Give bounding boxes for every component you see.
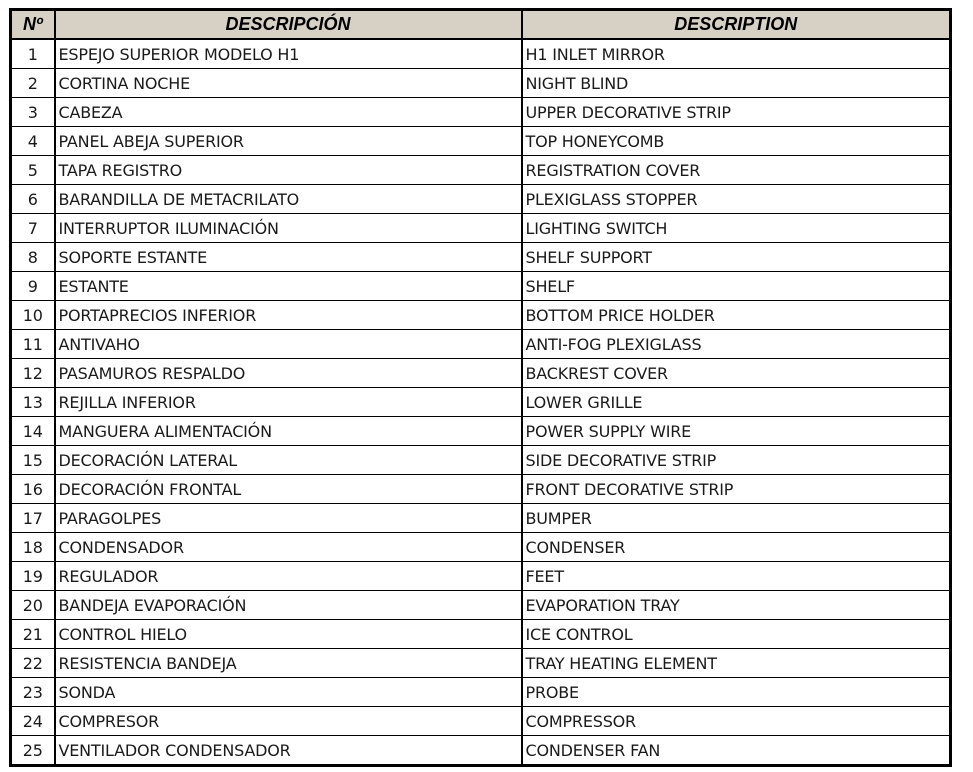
table-row (11, 359, 951, 388)
row-number: 11 (11, 330, 55, 359)
description-en-cell: SIDE DECORATIVE STRIP (522, 446, 951, 475)
header-row (11, 10, 951, 40)
table-row (11, 185, 951, 214)
description-es-cell: VENTILADOR CONDENSADOR (55, 736, 522, 766)
parts-table (9, 8, 952, 767)
row-number: 20 (11, 591, 55, 620)
table-row (11, 736, 951, 766)
description-en-cell: CONDENSER (522, 533, 951, 562)
table-row (11, 562, 951, 591)
description-es-cell: MANGUERA ALIMENTACIÓN (55, 417, 522, 446)
row-number: 10 (11, 301, 55, 330)
description-en-cell: ICE CONTROL (522, 620, 951, 649)
row-number: 2 (11, 69, 55, 98)
description-en-cell: CONDENSER FAN (522, 736, 951, 766)
description-es-cell: CABEZA (55, 98, 522, 127)
description-en-cell: BACKREST COVER (522, 359, 951, 388)
header-description-es: DESCRIPCIÓN (55, 10, 522, 40)
table-row (11, 446, 951, 475)
table-row (11, 301, 951, 330)
description-en-cell: BUMPER (522, 504, 951, 533)
table-row (11, 504, 951, 533)
description-es-cell: SONDA (55, 678, 522, 707)
table-row (11, 214, 951, 243)
description-en-cell: SHELF SUPPORT (522, 243, 951, 272)
table-row (11, 591, 951, 620)
description-es-cell: TAPA REGISTRO (55, 156, 522, 185)
table-row (11, 272, 951, 301)
description-en-cell: NIGHT BLIND (522, 69, 951, 98)
description-es-cell: PASAMUROS RESPALDO (55, 359, 522, 388)
table-row (11, 475, 951, 504)
description-es-cell: DECORACIÓN LATERAL (55, 446, 522, 475)
description-es-cell: CONDENSADOR (55, 533, 522, 562)
description-en-cell: LIGHTING SWITCH (522, 214, 951, 243)
row-number: 19 (11, 562, 55, 591)
row-number: 22 (11, 649, 55, 678)
description-es-cell: ESPEJO SUPERIOR MODELO H1 (55, 39, 522, 69)
description-en-cell: TRAY HEATING ELEMENT (522, 649, 951, 678)
row-number: 8 (11, 243, 55, 272)
row-number: 24 (11, 707, 55, 736)
description-es-cell: PORTAPRECIOS INFERIOR (55, 301, 522, 330)
description-en-cell: FEET (522, 562, 951, 591)
description-en-cell: UPPER DECORATIVE STRIP (522, 98, 951, 127)
table-row (11, 330, 951, 359)
description-en-cell: BOTTOM PRICE HOLDER (522, 301, 951, 330)
description-en-cell: LOWER GRILLE (522, 388, 951, 417)
description-es-cell: PANEL ABEJA SUPERIOR (55, 127, 522, 156)
description-es-cell: REGULADOR (55, 562, 522, 591)
description-en-cell: TOP HONEYCOMB (522, 127, 951, 156)
description-es-cell: SOPORTE ESTANTE (55, 243, 522, 272)
table-row (11, 620, 951, 649)
row-number: 16 (11, 475, 55, 504)
description-en-cell: POWER SUPPLY WIRE (522, 417, 951, 446)
table-row (11, 39, 951, 69)
description-en-cell: PLEXIGLASS STOPPER (522, 185, 951, 214)
row-number: 1 (11, 39, 55, 69)
row-number: 23 (11, 678, 55, 707)
table-row (11, 388, 951, 417)
description-es-cell: COMPRESOR (55, 707, 522, 736)
row-number: 3 (11, 98, 55, 127)
description-en-cell: H1 INLET MIRROR (522, 39, 951, 69)
row-number: 4 (11, 127, 55, 156)
header-number: Nº (11, 10, 55, 40)
table-row (11, 69, 951, 98)
row-number: 14 (11, 417, 55, 446)
description-es-cell: ESTANTE (55, 272, 522, 301)
description-en-cell: FRONT DECORATIVE STRIP (522, 475, 951, 504)
table-row (11, 417, 951, 446)
row-number: 9 (11, 272, 55, 301)
description-en-cell: SHELF (522, 272, 951, 301)
description-es-cell: BANDEJA EVAPORACIÓN (55, 591, 522, 620)
description-es-cell: PARAGOLPES (55, 504, 522, 533)
row-number: 25 (11, 736, 55, 766)
row-number: 12 (11, 359, 55, 388)
description-en-cell: EVAPORATION TRAY (522, 591, 951, 620)
description-es-cell: REJILLA INFERIOR (55, 388, 522, 417)
description-es-cell: ANTIVAHO (55, 330, 522, 359)
description-es-cell: RESISTENCIA BANDEJA (55, 649, 522, 678)
description-en-cell: ANTI-FOG PLEXIGLASS (522, 330, 951, 359)
description-es-cell: CORTINA NOCHE (55, 69, 522, 98)
table-row (11, 707, 951, 736)
row-number: 6 (11, 185, 55, 214)
table-row (11, 678, 951, 707)
row-number: 7 (11, 214, 55, 243)
description-es-cell: DECORACIÓN FRONTAL (55, 475, 522, 504)
row-number: 18 (11, 533, 55, 562)
header-description-en: DESCRIPTION (522, 10, 951, 40)
table-row (11, 243, 951, 272)
table-row (11, 533, 951, 562)
table-row (11, 156, 951, 185)
table-row (11, 649, 951, 678)
description-en-cell: COMPRESSOR (522, 707, 951, 736)
table-row (11, 98, 951, 127)
row-number: 15 (11, 446, 55, 475)
table-row (11, 127, 951, 156)
row-number: 17 (11, 504, 55, 533)
description-es-cell: BARANDILLA DE METACRILATO (55, 185, 522, 214)
description-es-cell: INTERRUPTOR ILUMINACIÓN (55, 214, 522, 243)
description-en-cell: REGISTRATION COVER (522, 156, 951, 185)
row-number: 21 (11, 620, 55, 649)
row-number: 5 (11, 156, 55, 185)
description-es-cell: CONTROL HIELO (55, 620, 522, 649)
row-number: 13 (11, 388, 55, 417)
description-en-cell: PROBE (522, 678, 951, 707)
